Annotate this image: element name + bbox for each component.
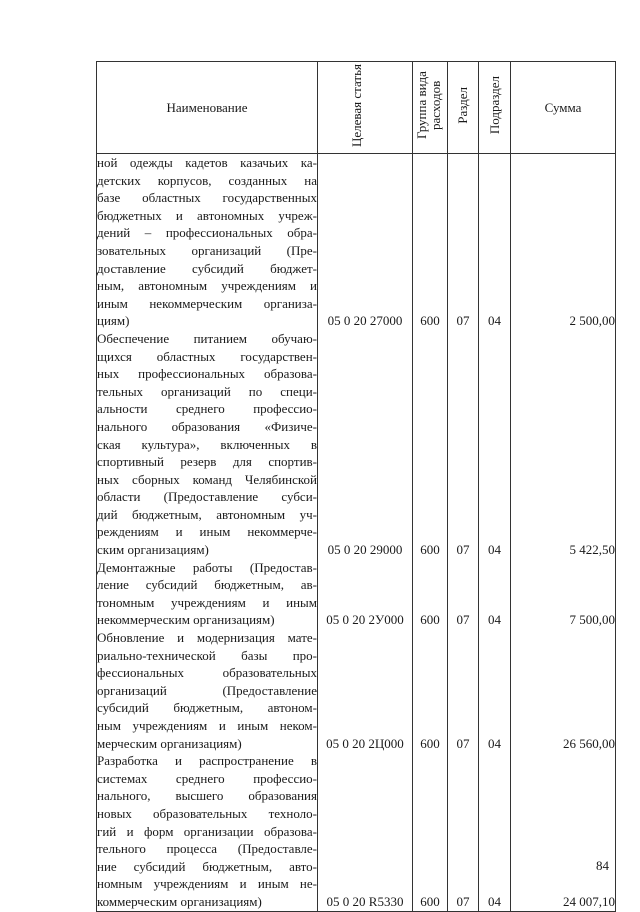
- row-name-line: мерческим организациям): [97, 735, 242, 751]
- row-name-line: доставление субсидий бюджет-: [97, 260, 317, 276]
- row-name-line: ной одежды кадетов казачьих ка-: [97, 155, 317, 170]
- row-name-line: ление субсидий бюджетным, ав-: [97, 577, 317, 593]
- table-row: [97, 629, 616, 752]
- row-name-line: организаций (Предоставление: [97, 682, 317, 698]
- row-name-line: дений – профессиональных обра-: [97, 225, 317, 241]
- row-name-line: ние субсидий бюджетным, авто-: [97, 858, 317, 874]
- table-row: [97, 330, 616, 559]
- table-body: [97, 154, 616, 912]
- row-name-line: ским организациям): [97, 542, 209, 558]
- row-name-line: коммерческим организациям): [97, 893, 262, 909]
- row-group: 600: [413, 154, 448, 330]
- row-name-line: гий и форм организации образова-: [97, 823, 317, 839]
- row-name-line: нального образования «Физиче-: [97, 418, 317, 434]
- row-name-line: риально-технической базы про-: [97, 647, 317, 663]
- row-name-line: номным учреждениям и иным не-: [97, 876, 317, 892]
- row-section: 07: [448, 629, 479, 752]
- row-section: 07: [448, 559, 479, 629]
- row-name-line: тельных организаций по специ-: [97, 383, 317, 399]
- row-group: 600: [413, 330, 448, 559]
- table-row: [97, 559, 616, 629]
- row-name: [97, 154, 318, 330]
- row-name-line: Разработка и распространение в: [97, 753, 317, 769]
- row-name-line: ным учреждениям и иным неком-: [97, 718, 317, 733]
- row-name-line: дий бюджетным, автономным уч-: [97, 506, 317, 522]
- budget-table: [96, 61, 616, 912]
- row-name-line: Обеспечение питанием обучаю-: [97, 330, 317, 346]
- row-sum: 5 422,50: [511, 330, 616, 559]
- row-name-line: системах среднего профессио-: [97, 770, 317, 786]
- row-group: 600: [413, 752, 448, 911]
- row-name: [97, 752, 318, 911]
- row-name-line: некоммерческим организациям): [97, 612, 275, 628]
- row-name-line: субсидий бюджетным, автоном-: [97, 700, 317, 716]
- row-name-line: ных профессиональных образова-: [97, 366, 317, 382]
- row-name-line: бюджетных и автономных учреж-: [97, 207, 317, 223]
- header-article: Целевая статья: [318, 62, 413, 154]
- row-name-line: ным, автономным учреждениям и: [97, 278, 317, 294]
- row-name-line: реждениям и иным некоммерче-: [97, 524, 317, 540]
- row-article: 05 0 20 2Ц000: [318, 629, 413, 752]
- row-name-line: базе областных государственных: [97, 190, 317, 206]
- header-name: Наименование: [97, 62, 318, 154]
- row-name-line: детских корпусов, созданных на: [97, 172, 317, 188]
- row-article: 05 0 20 2У000: [318, 559, 413, 629]
- table-row: [97, 154, 616, 330]
- row-name-line: зовательных организаций (Пре-: [97, 242, 317, 258]
- row-name-line: циям): [97, 313, 130, 329]
- row-sum: 2 500,00: [511, 154, 616, 330]
- row-subsection: 04: [479, 154, 511, 330]
- row-name-line: щихся областных государствен-: [97, 348, 317, 364]
- row-name-line: новых образовательных техноло-: [97, 805, 317, 821]
- row-article: 05 0 20 27000: [318, 154, 413, 330]
- row-name-line: спортивный резерв для спортив-: [97, 454, 317, 470]
- row-section: 07: [448, 330, 479, 559]
- row-sum: 24 007,10: [511, 752, 616, 911]
- row-name-line: альности среднего профессио-: [97, 401, 317, 417]
- row-name: [97, 559, 318, 629]
- row-section: 07: [448, 154, 479, 330]
- row-name-line: фессиональных образовательных: [97, 665, 317, 681]
- row-subsection: 04: [479, 330, 511, 559]
- row-sum: 26 560,00: [511, 629, 616, 752]
- row-name-line: Обновление и модернизация мате-: [97, 630, 317, 646]
- header-subsection: Подраздел: [479, 62, 511, 154]
- header-sum: Сумма: [511, 62, 616, 154]
- row-name-line: ных сборных команд Челябинской: [97, 471, 317, 487]
- row-section: 07: [448, 752, 479, 911]
- row-name-line: ская культура», включенных в: [97, 436, 317, 452]
- header-group: Группа вида расходов: [413, 62, 448, 154]
- row-group: 600: [413, 629, 448, 752]
- header-section: Раздел: [448, 62, 479, 154]
- row-sum: 7 500,00: [511, 559, 616, 629]
- page-number: 84: [596, 858, 609, 873]
- table-header: [97, 62, 616, 154]
- row-article: 05 0 20 R5330: [318, 752, 413, 911]
- row-name-line: нального, высшего образования: [97, 788, 317, 804]
- row-name-line: иным некоммерческим организа-: [97, 295, 317, 311]
- row-subsection: 04: [479, 629, 511, 752]
- table-row: [97, 752, 616, 911]
- row-name-line: тельного процесса (Предоставле-: [97, 841, 317, 857]
- row-name-line: Демонтажные работы (Предостав-: [97, 559, 317, 575]
- row-group: 600: [413, 559, 448, 629]
- row-name-line: области (Предоставление субси-: [97, 489, 317, 505]
- row-article: 05 0 20 29000: [318, 330, 413, 559]
- row-subsection: 04: [479, 752, 511, 911]
- row-name: [97, 629, 318, 752]
- row-name-line: тономным учреждениям и иным: [97, 594, 317, 610]
- row-name: [97, 330, 318, 559]
- row-subsection: 04: [479, 559, 511, 629]
